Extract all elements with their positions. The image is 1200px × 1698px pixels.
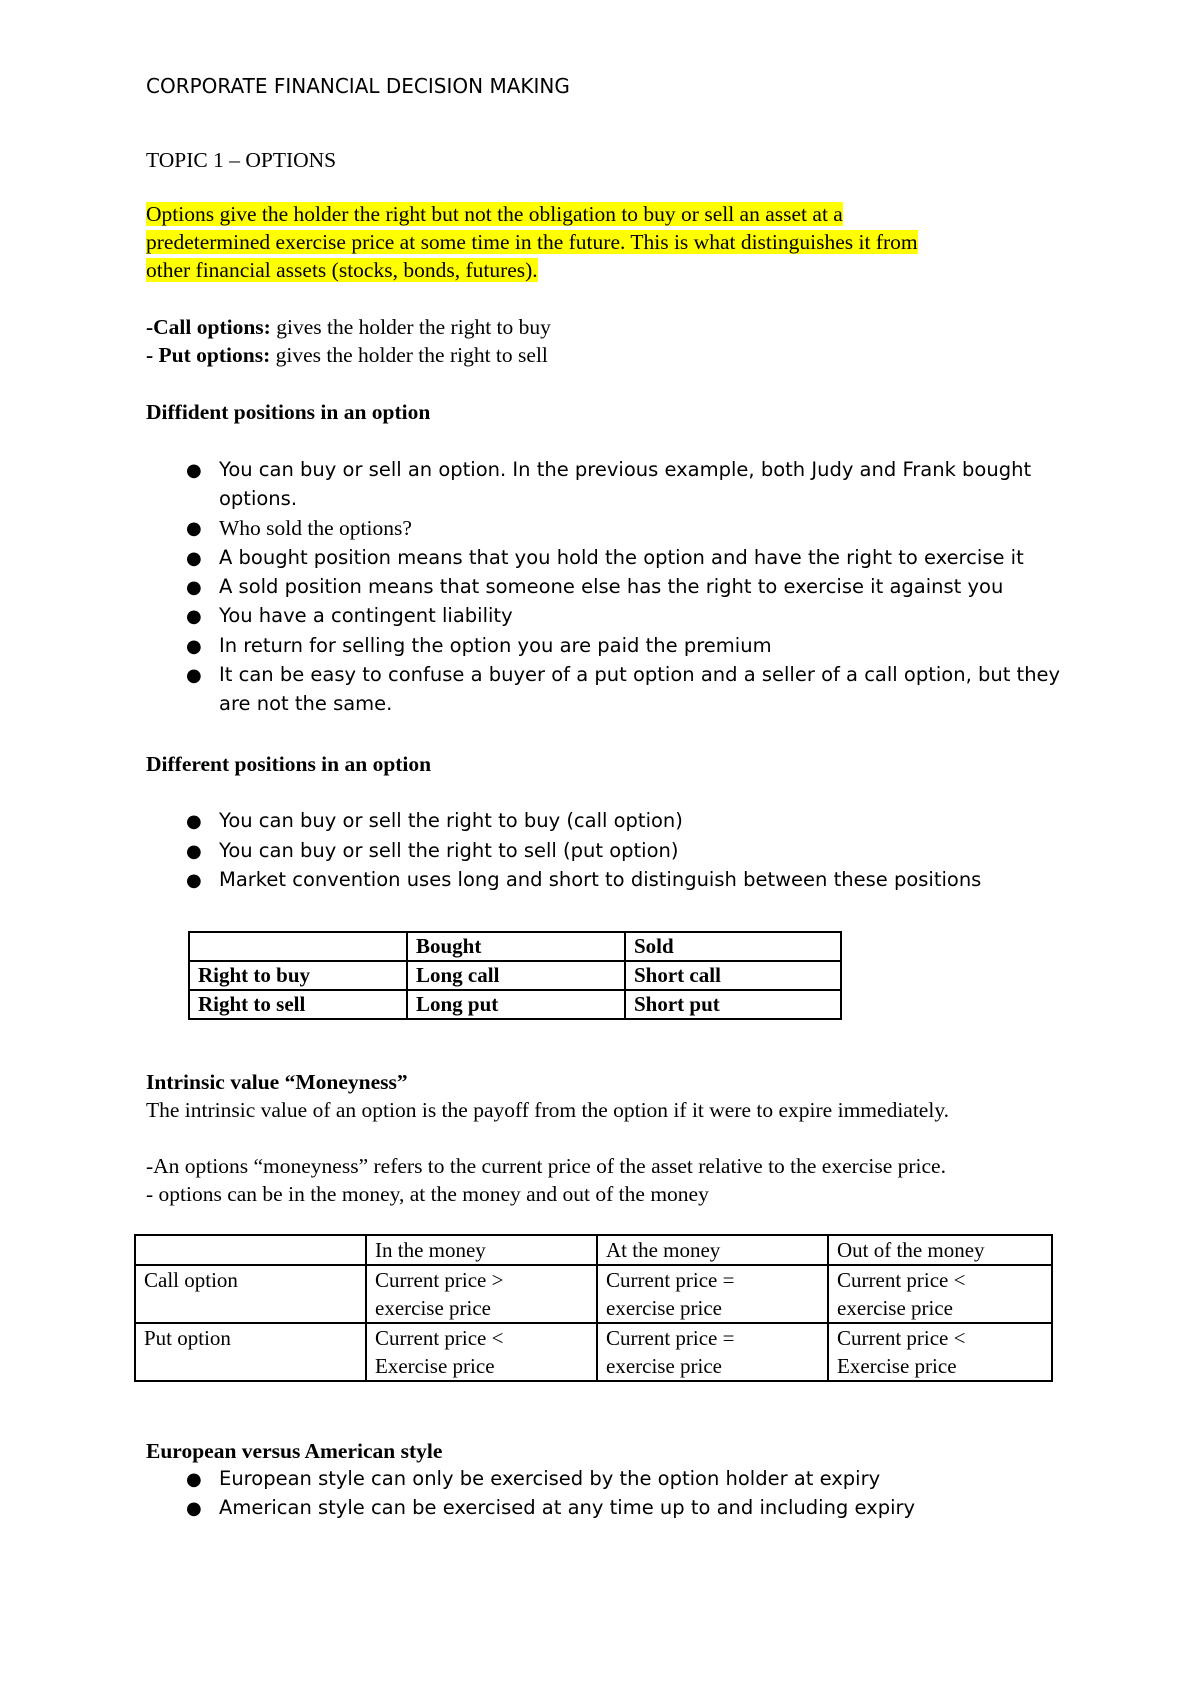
table-row xyxy=(189,990,841,1019)
definition-line-2: predetermined exercise price at some time in the future. This is what distinguishes it from xyxy=(146,230,918,254)
list-item: A bought position means that you hold the option and have the right to exercise it xyxy=(219,546,1024,569)
put-options-definition: - Put options: gives the holder the right to sell xyxy=(146,343,548,367)
bullet-icon: ● xyxy=(186,870,202,891)
bullet-icon: ● xyxy=(186,460,202,481)
table-cell xyxy=(135,1235,366,1265)
table-row xyxy=(135,1265,1052,1323)
list-item-continuation: options. xyxy=(219,487,298,510)
bullet-icon: ● xyxy=(186,841,202,862)
table-cell: Long put xyxy=(407,990,625,1019)
table-cell: Current price < Exercise price xyxy=(366,1323,597,1381)
section-heading-diffident-positions: Diffident positions in an option xyxy=(146,400,431,424)
section-heading-european-american: European versus American style xyxy=(146,1439,443,1463)
section-heading-intrinsic-value: Intrinsic value “Moneyness” xyxy=(146,1070,408,1094)
definition-line-1: Options give the holder the right but not the obligation to buy or sell an asset at a xyxy=(146,202,843,226)
definition-line-3: other financial assets (stocks, bonds, futures). xyxy=(146,258,538,282)
table-header-row xyxy=(189,932,841,961)
list-item: Market convention uses long and short to distinguish between these positions xyxy=(219,868,982,891)
table-cell: Long call xyxy=(407,961,625,990)
list-item: You can buy or sell the right to sell (put option) xyxy=(219,839,679,862)
bullet-icon: ● xyxy=(186,518,202,539)
topic-heading: TOPIC 1 – OPTIONS xyxy=(146,148,337,172)
list-item: American style can be exercised at any time up to and including expiry xyxy=(219,1496,916,1519)
list-item: Who sold the options? xyxy=(219,516,412,540)
table-cell: Put option xyxy=(135,1323,366,1381)
table-row xyxy=(189,961,841,990)
table-header-cell: Sold xyxy=(625,932,841,961)
table-cell: Current price < exercise price xyxy=(828,1265,1052,1323)
moneyness-table xyxy=(134,1234,1053,1382)
bullet-icon: ● xyxy=(186,811,202,832)
bullet-icon: ● xyxy=(186,1469,202,1490)
bullet-icon: ● xyxy=(186,577,202,598)
list-item: It can be easy to confuse a buyer of a put option and a seller of a call option, but they xyxy=(219,663,1061,686)
moneyness-text: -An options “moneyness” refers to the current price of the asset relative to the exercise price. xyxy=(146,1154,946,1178)
list-item: A sold position means that someone else has the right to exercise it against you xyxy=(219,575,1004,598)
section-heading-different-positions: Different positions in an option xyxy=(146,752,432,776)
table-header-cell: Out of the money xyxy=(828,1235,1052,1265)
bullet-icon: ● xyxy=(186,606,202,627)
table-header-cell: Bought xyxy=(407,932,625,961)
positions-table xyxy=(188,931,842,1020)
table-cell: Short put xyxy=(625,990,841,1019)
call-options-definition: -Call options: gives the holder the right to buy xyxy=(146,315,551,339)
moneyness-states-text: - options can be in the money, at the money and out of the money xyxy=(146,1182,709,1206)
list-item-continuation: are not the same. xyxy=(219,692,393,715)
document-title: CORPORATE FINANCIAL DECISION MAKING xyxy=(146,74,570,98)
table-row xyxy=(135,1323,1052,1381)
list-item: You can buy or sell an option. In the previous example, both Judy and Frank bought xyxy=(219,458,1032,481)
table-header-cell: At the money xyxy=(597,1235,828,1265)
list-item: You have a contingent liability xyxy=(219,604,513,627)
table-cell: Short call xyxy=(625,961,841,990)
bullet-icon: ● xyxy=(186,665,202,686)
table-cell: Current price = exercise price xyxy=(597,1265,828,1323)
table-cell: Right to sell xyxy=(189,990,407,1019)
table-header-row xyxy=(135,1235,1052,1265)
bullet-icon: ● xyxy=(186,1498,202,1519)
bullet-icon: ● xyxy=(186,636,202,657)
list-item: You can buy or sell the right to buy (call option) xyxy=(219,809,683,832)
list-item: In return for selling the option you are paid the premium xyxy=(219,634,772,657)
table-header-cell: In the money xyxy=(366,1235,597,1265)
table-cell: Right to buy xyxy=(189,961,407,990)
list-item: European style can only be exercised by the option holder at expiry xyxy=(219,1467,881,1490)
table-cell: Current price > exercise price xyxy=(366,1265,597,1323)
intrinsic-value-text: The intrinsic value of an option is the payoff from the option if it were to expire immediately. xyxy=(146,1098,950,1122)
bullet-icon: ● xyxy=(186,548,202,569)
table-cell xyxy=(189,932,407,961)
table-cell: Call option xyxy=(135,1265,366,1323)
table-cell: Current price = exercise price xyxy=(597,1323,828,1381)
table-cell: Current price < Exercise price xyxy=(828,1323,1052,1381)
